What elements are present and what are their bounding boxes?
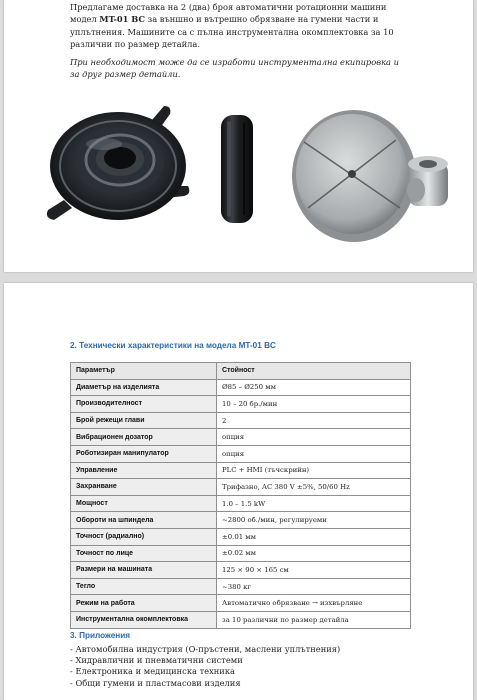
specs-heading: 2. Технически характеристики на модела MT-01 BC	[70, 341, 276, 350]
applications-heading: 3. Приложения	[70, 631, 131, 640]
value-cell: 125 × 90 × 165 см	[217, 562, 411, 579]
param-cell: Точност (радиално)	[71, 528, 217, 545]
intro-text-end: за външно и вътрешно обрязване на гумени части и уплътнения. Машините са с пълна инструментална окомплектовка за 10 различни по размер детайла.	[70, 14, 394, 50]
table-row	[71, 578, 411, 595]
intro-paragraph	[70, 1, 410, 51]
table-row	[71, 495, 411, 512]
value-cell: Автоматично обрязване → изхвърляне	[217, 595, 411, 612]
param-cell: Брой режещи глави	[71, 412, 217, 429]
table-header-row	[71, 363, 411, 380]
specs-table	[70, 362, 411, 629]
applications-list	[70, 644, 340, 689]
param-cell: Роботизиран манипулатор	[71, 445, 217, 462]
value-cell: 2	[217, 412, 411, 429]
value-cell: 10 – 20 бр./мин	[217, 396, 411, 413]
table-row	[71, 445, 411, 462]
param-cell: Точност по лице	[71, 545, 217, 562]
param-cell: Мощност	[71, 495, 217, 512]
table-row	[71, 562, 411, 579]
intro-note: При необходимост може да се изработи инструментална екипировка и за друг размер детайли.	[70, 56, 399, 80]
intro-text-start: Предлагаме доставка на 2 (два) броя автоматични ротационни машини модел	[70, 2, 387, 25]
table-row	[71, 379, 411, 396]
param-cell: Обороти на шпиндела	[71, 512, 217, 529]
table-row	[71, 512, 411, 529]
value-cell: ±0.01 мм	[217, 528, 411, 545]
column-header-param: Параметър	[71, 363, 217, 380]
rubber-ring-photo	[217, 113, 257, 225]
value-cell: Трифазно, AC 380 V ±5%, 50/60 Hz	[217, 479, 411, 496]
param-cell: Размери на машината	[71, 562, 217, 579]
table-row	[71, 429, 411, 446]
table-row	[71, 611, 411, 628]
param-cell: Захранване	[71, 479, 217, 496]
table-row	[71, 462, 411, 479]
table-row	[71, 528, 411, 545]
document-page-1	[4, 0, 473, 272]
table-row	[71, 479, 411, 496]
table-row	[71, 412, 411, 429]
list-item: - Хидравлични и пневматични системи	[70, 655, 340, 666]
rubber-seal-photo	[42, 104, 194, 234]
table-row	[71, 545, 411, 562]
value-cell: ±0.02 мм	[217, 545, 411, 562]
value-cell: опция	[217, 429, 411, 446]
param-cell: Управление	[71, 462, 217, 479]
value-cell: за 10 различни по размер детайла	[217, 611, 411, 628]
param-cell: Диаметър на изделията	[71, 379, 217, 396]
value-cell: Ø85 – Ø250 мм	[217, 379, 411, 396]
param-cell: Инструментална окомплектовка	[71, 611, 217, 628]
value-cell: ~380 кг	[217, 578, 411, 595]
table-row	[71, 396, 411, 413]
param-cell: Вибрационен дозатор	[71, 429, 217, 446]
column-header-value: Стойност	[217, 363, 411, 380]
param-cell: Тегло	[71, 578, 217, 595]
document-page-2	[4, 283, 473, 700]
value-cell: опция	[217, 445, 411, 462]
param-cell: Режим на работа	[71, 595, 217, 612]
value-cell: PLC + HMI (тъчскрийн)	[217, 462, 411, 479]
value-cell: 1.0 – 1.5 kW	[217, 495, 411, 512]
intro-text	[70, 1, 410, 85]
list-item: - Общи гумени и пластмасови изделия	[70, 678, 340, 689]
value-cell: ~2800 об./мин, регулируеми	[217, 512, 411, 529]
table-row	[71, 595, 411, 612]
list-item: - Електроника и медицинска техника	[70, 666, 340, 677]
metal-fixture-photo	[290, 104, 458, 246]
model-name: MT-01 BC	[99, 14, 146, 25]
param-cell: Производителност	[71, 396, 217, 413]
list-item: - Автомобилна индустрия (О-пръстени, маслени уплътнения)	[70, 644, 340, 655]
